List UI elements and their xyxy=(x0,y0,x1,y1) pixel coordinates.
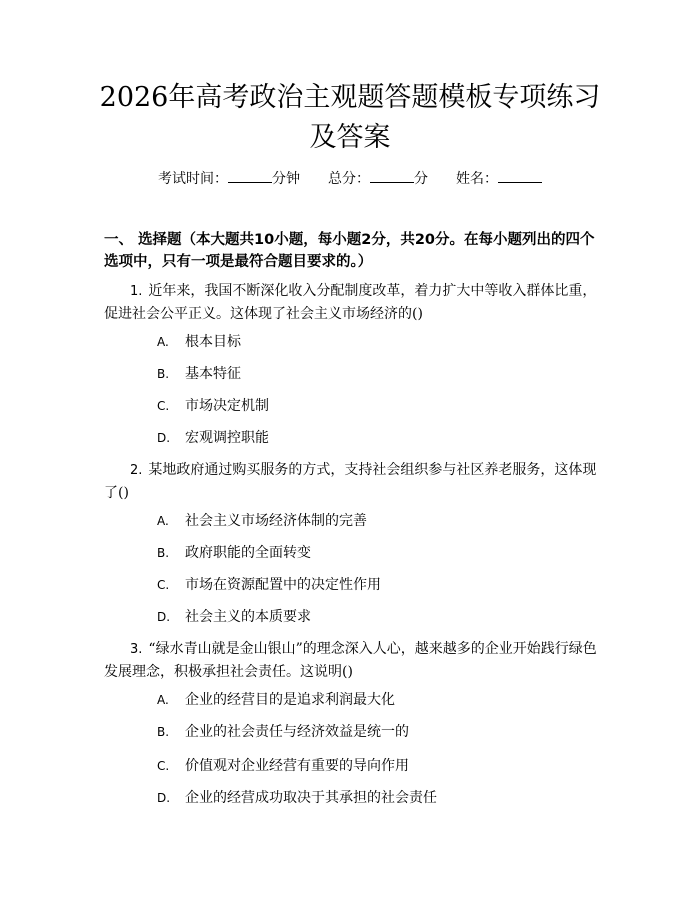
option-text: 市场决定机制 xyxy=(185,398,269,414)
question-1-stem xyxy=(104,280,602,325)
option-letter: B. xyxy=(157,367,170,381)
question-number: 2. xyxy=(130,463,143,478)
question-1-option-b xyxy=(157,364,241,384)
exam-time-label: 考试时间： xyxy=(158,171,228,187)
question-text: 某地政府通过购买服务的方式，支持社会组织参与社区养老服务，这体现了() xyxy=(104,462,597,501)
question-2-option-c xyxy=(157,575,381,595)
question-3-stem xyxy=(104,638,602,683)
option-text: 根本目标 xyxy=(185,334,241,350)
total-score-label: 总分： xyxy=(328,171,370,187)
question-3-option-c xyxy=(157,756,409,776)
exam-time-unit: 分钟 xyxy=(272,171,300,187)
option-letter: A. xyxy=(157,335,169,349)
option-letter: D. xyxy=(157,431,171,445)
option-text: 基本特征 xyxy=(185,366,241,382)
option-letter: A. xyxy=(157,514,169,528)
option-text: 社会主义的本质要求 xyxy=(185,609,311,625)
question-3-option-a xyxy=(157,690,395,710)
option-letter: A. xyxy=(157,693,169,707)
question-text: 近年来，我国不断深化收入分配制度改革，着力扩大中等收入群体比重，促进社会公平正义。这体现了社会主义市场经济的() xyxy=(104,283,597,322)
option-letter: B. xyxy=(157,725,170,739)
question-3-option-d xyxy=(157,788,437,808)
option-letter: C. xyxy=(157,578,170,592)
question-number: 3. xyxy=(130,642,143,657)
option-letter: D. xyxy=(157,610,171,624)
option-letter: C. xyxy=(157,759,170,773)
question-1-option-d xyxy=(157,428,269,448)
question-2-option-b xyxy=(157,543,311,563)
option-text: 企业的社会责任与经济效益是统一的 xyxy=(185,724,409,740)
exam-info-line xyxy=(0,168,700,189)
question-2-option-d xyxy=(157,607,311,627)
option-text: 社会主义市场经济体制的完善 xyxy=(185,513,367,529)
option-text: 政府职能的全面转变 xyxy=(185,545,311,561)
section-heading: 一、 选择题（本大题共10小题，每小题2分，共20分。在每小题列出的四个选项中，只有一项是最符合题目要求的。） xyxy=(104,232,595,270)
question-text: “绿水青山就是金山银山”的理念深入人心，越来越多的企业开始践行绿色发展理念，积极承担社会责任。这说明() xyxy=(104,641,597,680)
option-text: 宏观调控职能 xyxy=(185,430,269,446)
question-number: 1. xyxy=(130,284,143,299)
option-text: 企业的经营成功取决于其承担的社会责任 xyxy=(185,790,437,806)
option-letter: C. xyxy=(157,399,170,413)
exam-time-blank xyxy=(228,168,272,183)
question-2-option-a xyxy=(157,511,367,531)
page-title: 2026年高考政治主观题答题模板专项练习及答案 xyxy=(99,82,601,153)
student-name-blank xyxy=(498,168,542,183)
total-score-unit: 分 xyxy=(414,171,428,187)
option-text: 价值观对企业经营有重要的导向作用 xyxy=(185,758,409,774)
student-name-label: 姓名： xyxy=(456,171,498,187)
question-1-option-c xyxy=(157,396,269,416)
option-text: 企业的经营目的是追求利润最大化 xyxy=(185,692,395,708)
option-letter: B. xyxy=(157,546,170,560)
question-3-option-b xyxy=(157,722,409,742)
option-letter: D. xyxy=(157,791,171,805)
total-score-blank xyxy=(370,168,414,183)
question-1-option-a xyxy=(157,332,241,352)
question-2-stem xyxy=(104,459,602,504)
option-text: 市场在资源配置中的决定性作用 xyxy=(185,577,381,593)
